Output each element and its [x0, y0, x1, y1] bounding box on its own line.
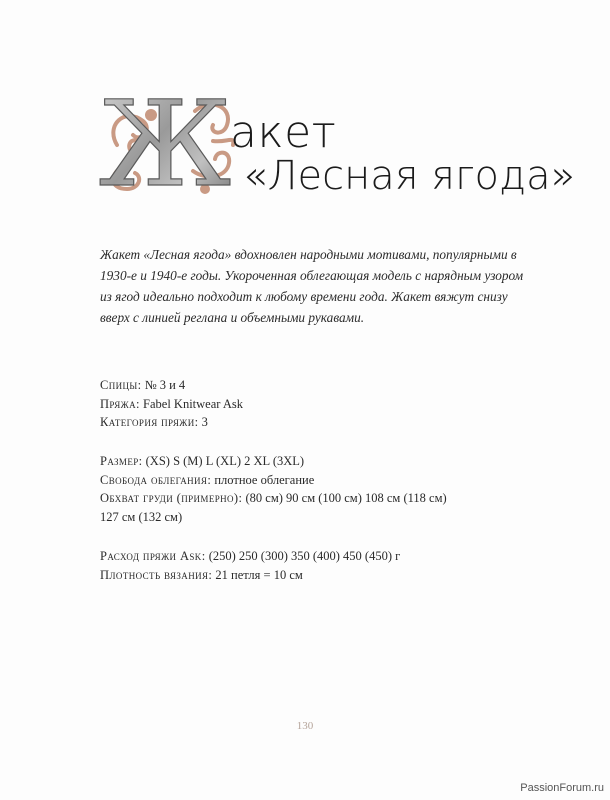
spec-value: Fabel Knitwear Ask: [143, 396, 244, 411]
title-line-2: «Лесная ягода»: [243, 153, 576, 199]
spec-group-yarn: [100, 547, 540, 584]
spec-value: № 3 и 4: [144, 378, 186, 392]
spec-value: (XS) S (M) L (XL) 2 XL (3XL): [145, 454, 305, 468]
intro-paragraph: Жакет «Лесная ягода» вдохновлен народными мотивами, популярными в 1930-е и 1940-е годы. Укороченная облегающая модель с нарядным узором из ягод идеально подходит к любому времени года. Жакет вяжут снизу вверх с линией реглана и объемными рукавами.: [100, 247, 524, 325]
spec-label: Пряжа:: [100, 396, 140, 411]
spec-label: Свобода облегания:: [100, 472, 212, 487]
spec-yarn-category: [100, 413, 540, 432]
spec-value: (80 см) 90 см (100 см) 108 см (118 см): [245, 491, 447, 505]
spec-gauge: [100, 566, 540, 585]
spec-consumption: [100, 547, 540, 566]
dropcap-ornament: [95, 85, 245, 197]
spec-size: [100, 452, 540, 471]
spec-label: Категория пряжи:: [100, 415, 199, 429]
spec-label: Размер:: [100, 454, 143, 468]
spec-value: плотное облегание: [214, 472, 315, 487]
watermark: PassionForum.ru: [520, 782, 604, 794]
spec-group-sizing: [100, 452, 540, 526]
spec-value: 3: [201, 415, 208, 429]
spec-needles: [100, 376, 540, 395]
spec-value: 21 петля = 10 см: [215, 567, 303, 582]
spec-fit: [100, 471, 540, 490]
spec-label: Спицы:: [100, 378, 142, 392]
spec-label: Расход пряжи Ask:: [100, 549, 206, 563]
title-block: [95, 85, 576, 200]
spec-label: Обхват груди (примерно):: [100, 491, 243, 505]
spec-value: (250) 250 (300) 350 (400) 450 (450) г: [208, 549, 401, 563]
page-number: 130: [296, 720, 314, 732]
spec-group-materials: [100, 376, 540, 432]
spec-label: Плотность вязания:: [100, 567, 213, 582]
spec-chest-continued: 127 см (132 см): [100, 509, 183, 524]
dropcap-letter: Ж: [98, 85, 232, 197]
spec-chest: [100, 489, 540, 508]
spec-yarn: [100, 395, 540, 414]
title-line-1: акет: [230, 107, 337, 158]
